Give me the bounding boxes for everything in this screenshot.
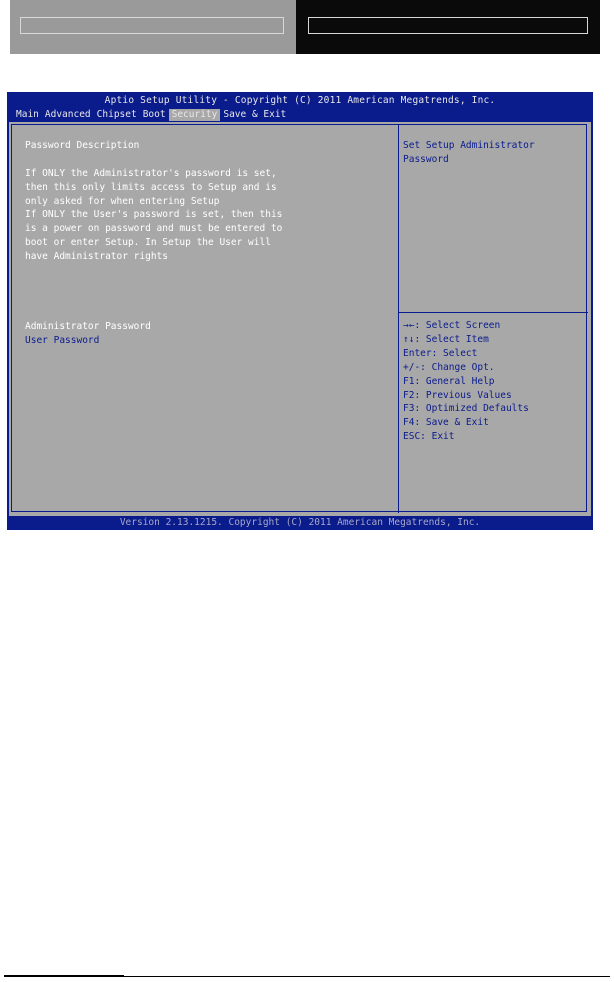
password-description [25, 139, 397, 264]
footer-rule-thin [124, 976, 610, 977]
key-enter: Enter: Select [403, 347, 478, 359]
key-select-screen: →←: Select Screen [403, 320, 501, 331]
description-line: is a power on password and must be entered to [25, 223, 283, 235]
user-password-item[interactable]: User Password [25, 335, 100, 346]
key-select-item: ↑↓: Select Item [403, 333, 489, 345]
bios-title: Aptio Setup Utility - Copyright (C) 2011 American Megatrends, Inc. [104, 95, 496, 106]
tab-boot[interactable]: Boot [142, 109, 166, 120]
help-line: Set Setup Administrator [403, 140, 535, 151]
tab-security[interactable]: Security [169, 109, 221, 121]
bios-tab-bar [13, 109, 289, 121]
description-line: only asked for when entering Setup [25, 195, 220, 207]
description-line: If ONLY the Administrator's password is set, [25, 167, 277, 179]
header-right-frame [308, 17, 588, 34]
header-right-block [296, 0, 600, 54]
panel-frame [11, 124, 587, 512]
description-heading: Password Description [25, 140, 140, 151]
tab-chipset[interactable]: Chipset [96, 109, 137, 120]
document-header-bar [10, 0, 600, 54]
tab-save-exit[interactable]: Save & Exit [223, 109, 287, 120]
key-legend [403, 319, 588, 444]
description-line: have Administrator rights [25, 251, 168, 263]
key-change-opt: +/-: Change Opt. [403, 361, 495, 373]
help-divider [398, 312, 588, 313]
header-left-frame [20, 17, 284, 34]
description-line: then this only limits access to Setup and is [25, 181, 277, 193]
key-f4: F4: Save & Exit [403, 417, 489, 429]
key-f2: F2: Previous Values [403, 389, 512, 401]
bios-footer: Version 2.13.1215. Copyright (C) 2011 American Megatrends, Inc. [119, 517, 481, 528]
tab-main[interactable]: Main [16, 109, 39, 120]
panel-vertical-divider [398, 125, 399, 513]
key-f3: F3: Optimized Defaults [403, 403, 529, 415]
help-line: Password [403, 153, 449, 165]
bios-setup-screen [7, 92, 593, 530]
key-f1: F1: General Help [403, 375, 495, 387]
header-left-block [10, 0, 296, 54]
administrator-password-item[interactable]: Administrator Password [25, 321, 151, 332]
help-text [403, 139, 583, 167]
bios-content-panel [9, 122, 591, 516]
key-esc: ESC: Exit [403, 431, 455, 443]
description-line: boot or enter Setup. In Setup the User will [25, 237, 271, 249]
footer-rule-thick [4, 975, 124, 977]
description-line: If ONLY the User's password is set, then this [25, 209, 283, 221]
tab-advanced[interactable]: Advanced [44, 109, 91, 120]
